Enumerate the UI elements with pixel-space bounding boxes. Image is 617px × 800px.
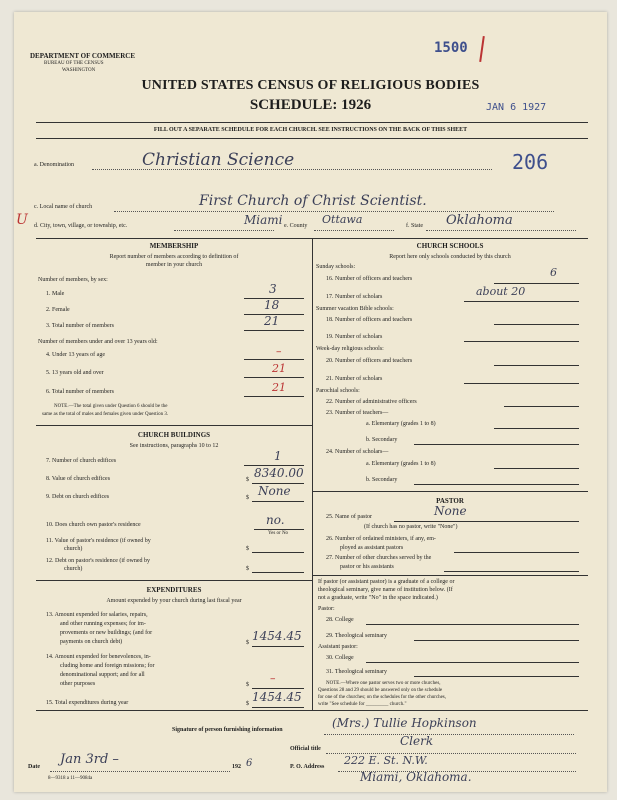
state-value: Oklahoma <box>446 213 513 228</box>
pastor-note-4: write "See schedule for _________ church." <box>318 702 407 707</box>
q25-sub: (If church has no pastor, write "None") <box>364 524 458 530</box>
q18-label: 18. Number of officers and teachers <box>326 317 413 323</box>
q29-label: 29. Theological seminary <box>326 633 388 639</box>
q13-label-3: provements or new buildings; (and for <box>60 630 153 636</box>
po-address-value-2: Miami, Oklahoma. <box>360 770 472 784</box>
graduate-instruction-2: theological seminary, give name of institution below. (If <box>318 587 453 593</box>
q14-label-3: denominational support; and for all <box>60 672 145 678</box>
buildings-intro: See instructions, paragraphs 10 to 12 <box>129 443 219 449</box>
city-label: WASHINGTON <box>62 68 96 73</box>
by-sex-label: Number of members, by sex: <box>38 277 108 283</box>
local-name-label: c. Local name of church <box>34 204 93 210</box>
pastor-note-3: for one of the churches; on the schedules for the other churches, <box>318 695 447 700</box>
date-value: Jan 3rd – <box>60 752 119 767</box>
q21-label: 21. Number of scholars <box>326 376 383 382</box>
q4-value: – <box>276 345 282 358</box>
q15-dollar: $ <box>246 701 249 707</box>
department-label: DEPARTMENT OF COMMERCE <box>30 52 136 60</box>
q22-label: 22. Number of administrative officers <box>326 399 417 405</box>
signature-label: Signature of person furnishing information <box>172 727 283 733</box>
instruction-banner: FILL OUT A SEPARATE SCHEDULE FOR EACH CHURCH. SEE INSTRUCTIONS ON THE BACK OF THIS SHEET <box>153 127 468 133</box>
q14-value: – <box>270 672 276 685</box>
q15-label: 15. Total expenditures during year <box>46 700 129 706</box>
pastor-sub-label: Pastor: <box>318 606 335 612</box>
q9-label: 9. Debt on church edifices <box>46 494 110 500</box>
local-name-value: First Church of Christ Scientist. <box>199 193 427 209</box>
q11-label: 11. Value of pastor's residence (if owned by <box>46 538 151 544</box>
q27-label: 27. Number of other churches served by the <box>326 555 432 561</box>
official-title-label: Official title <box>290 746 321 752</box>
q17-label: 17. Number of scholars <box>326 294 383 300</box>
q24a-label: a. Elementary (grades 1 to 8) <box>366 461 436 467</box>
church-schools-title: CHURCH SCHOOLS <box>416 242 484 250</box>
q23a-label: a. Elementary (grades 1 to 8) <box>366 421 436 427</box>
q10-value: no. <box>266 513 285 527</box>
pastor-note: NOTE.—Where one pastor serves two or more churches, <box>326 681 441 686</box>
q26-label-2: ployed as assistant pastors <box>340 545 404 551</box>
q17-value: about 20 <box>476 285 526 298</box>
q12-dollar: $ <box>246 566 249 572</box>
q5-label: 5. 13 years old and over <box>46 370 104 376</box>
q16-label: 16. Number of officers and teachers <box>326 276 413 282</box>
q14-label: 14. Amount expended for benevolences, in- <box>46 654 151 660</box>
q10-sub: Yes or No <box>268 531 289 536</box>
q19-label: 19. Number of scholars <box>326 334 383 340</box>
q15-value: 1454.45 <box>252 690 302 704</box>
q2-label: 2. Female <box>46 307 70 313</box>
assistant-pastor-label: Assistant pastor: <box>318 644 358 650</box>
q7-value: 1 <box>274 449 282 463</box>
membership-intro-2: member in your church <box>145 262 203 268</box>
q13-dollar: $ <box>246 640 249 646</box>
q31-label: 31. Theological seminary <box>326 669 388 675</box>
q5-value: 21 <box>272 362 286 375</box>
q6-value: 21 <box>272 381 286 394</box>
denomination-label: a. Denomination <box>34 162 74 168</box>
q28-label: 28. College <box>326 617 354 623</box>
pastor-title: PASTOR <box>436 497 464 505</box>
q23-label: 23. Number of teachers— <box>326 410 389 416</box>
q27-label-2: pastor or his assistants <box>340 564 394 570</box>
q9-dollar: $ <box>246 495 249 501</box>
q14-label-4: other purposes <box>60 681 96 687</box>
church-buildings-title: CHURCH BUILDINGS <box>137 431 211 439</box>
graduate-instruction: If pastor (or assistant pastor) is a graduate of a college or <box>318 579 455 585</box>
bureau-label: BUREAU OF THE CENSUS <box>44 61 104 66</box>
q24-label: 24. Number of scholars— <box>326 449 389 455</box>
parochial-schools-label: Parochial schools: <box>316 388 360 394</box>
q30-label: 30. College <box>326 655 354 661</box>
schedule-title: SCHEDULE: 1926 <box>249 97 372 113</box>
q9-value: None <box>258 484 291 498</box>
q12-label-2: church) <box>64 566 83 572</box>
schools-intro: Report here only schools conducted by this church <box>389 254 511 260</box>
q6-label: 6. Total number of members <box>46 389 114 395</box>
q13-label: 13. Amount expended for salaries, repairs, <box>46 612 148 618</box>
date-label: Date <box>28 764 40 770</box>
city-value: Miami <box>244 213 283 227</box>
q1-label: 1. Male <box>46 291 65 297</box>
q11-dollar: $ <box>246 546 249 552</box>
q25-label: 25. Name of pastor <box>326 514 372 520</box>
q25-value: None <box>434 504 467 518</box>
q14-label-2: cluding home and foreign missions; for <box>60 663 155 669</box>
denomination-code: 206 <box>512 150 549 174</box>
graduate-instruction-3: not a graduate, write "No" in the space indicated.) <box>318 595 438 601</box>
q8-value: 8340.00 <box>254 466 304 480</box>
q13-label-2: and other running expenses; for im- <box>60 621 146 627</box>
margin-mark: U <box>16 212 28 228</box>
q3-label: 3. Total number of members <box>46 323 114 329</box>
po-address-label: P. O. Address <box>290 764 325 770</box>
q13-label-4: payments on church debt) <box>60 639 123 645</box>
print-codes: 8—9318 a 11—9084a <box>48 776 93 781</box>
sunday-schools-label: Sunday schools: <box>316 264 356 270</box>
pastor-note-2: Questions 28 and 29 should be answered only on the schedule <box>318 688 443 693</box>
po-address-value: 222 E. St. N.W. <box>344 754 428 767</box>
red-check-mark <box>479 36 485 62</box>
county-label: e. County <box>284 223 308 229</box>
official-title-value: Clerk <box>400 734 434 748</box>
q3-value: 21 <box>264 314 280 328</box>
q13-value: 1454.45 <box>252 629 302 643</box>
summer-schools-label: Summer vacation Bible schools: <box>316 306 394 312</box>
membership-title: MEMBERSHIP <box>149 242 199 250</box>
county-value: Ottawa <box>322 213 363 226</box>
schedule-number-stamp: 1500 <box>434 40 468 56</box>
column-divider <box>312 238 313 710</box>
q10-label: 10. Does church own pastor's residence <box>46 522 141 528</box>
q16-value: 6 <box>550 266 557 279</box>
signature-value: (Mrs.) Tullie Hopkinson <box>332 716 477 730</box>
q1-value: 3 <box>269 282 277 296</box>
census-schedule-page <box>14 12 607 792</box>
received-date-stamp: JAN 6 1927 <box>486 102 547 113</box>
q4-label: 4. Under 13 years of age <box>46 352 105 358</box>
q24b-label: b. Secondary <box>366 477 398 483</box>
q12-label: 12. Debt on pastor's residence (if owned by <box>46 558 151 564</box>
denomination-value: Christian Science <box>142 150 295 170</box>
membership-intro: Report number of members according to definition of <box>109 254 239 260</box>
q2-value: 18 <box>264 298 280 312</box>
q7-label: 7. Number of church edifices <box>46 458 117 464</box>
city-label: d. City, town, village, or township, etc. <box>34 223 128 229</box>
membership-note: NOTE.—The total given under Question 6 should be the <box>54 404 168 409</box>
date-year-printed: 192 <box>232 764 241 770</box>
expenditures-intro: Amount expended by your church during last fiscal year <box>106 598 242 604</box>
age-intro: Number of members under and over 13 years old: <box>38 339 158 345</box>
state-label: f. State <box>406 223 423 229</box>
weekday-schools-label: Week-day religious schools: <box>316 346 384 352</box>
q11-label-2: church) <box>64 546 83 552</box>
form-title: UNITED STATES CENSUS OF RELIGIOUS BODIES <box>141 78 480 93</box>
q26-label: 26. Number of ordained ministers, if any, em- <box>326 536 436 542</box>
q14-dollar: $ <box>246 682 249 688</box>
q8-label: 8. Value of church edifices <box>46 476 111 482</box>
date-year-handwritten: 6 <box>246 758 253 769</box>
expenditures-title: EXPENDITURES <box>146 586 202 594</box>
q8-dollar: $ <box>246 477 249 483</box>
q23b-label: b. Secondary <box>366 437 398 443</box>
q20-label: 20. Number of officers and teachers <box>326 358 413 364</box>
membership-note-2: same as the total of males and females given under Question 3. <box>42 412 169 417</box>
